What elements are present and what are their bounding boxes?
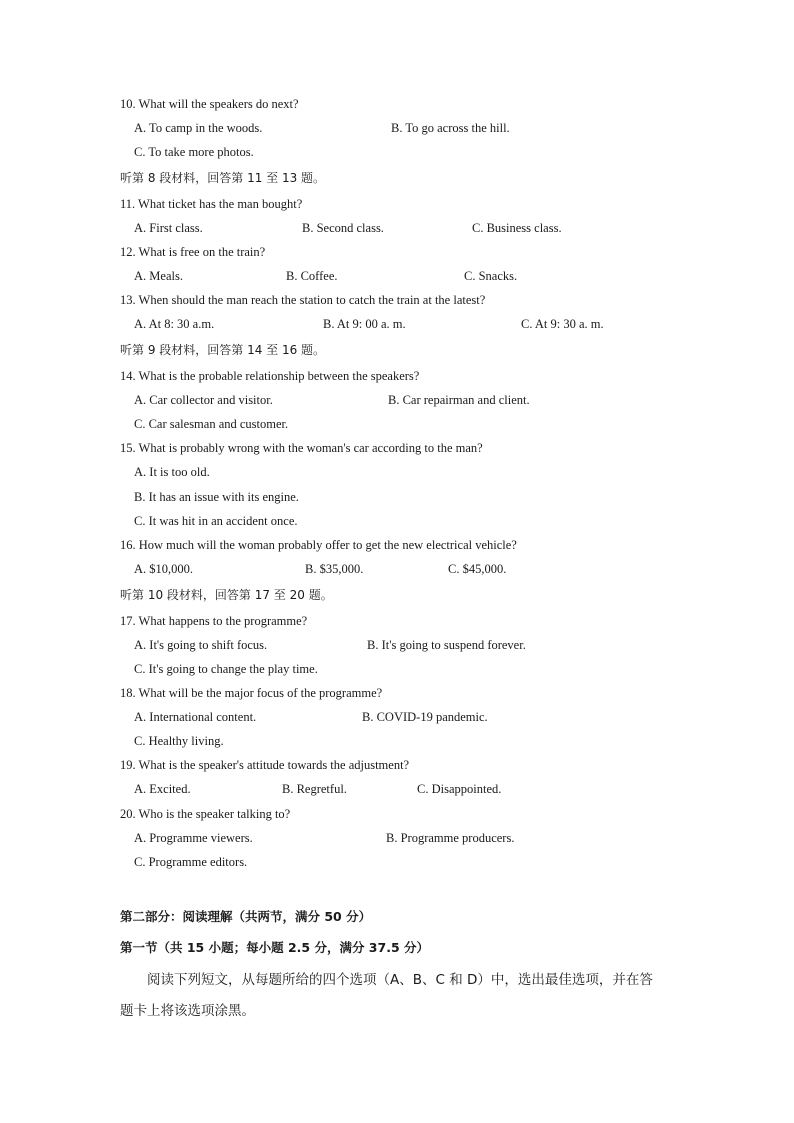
question-15-stem: 15. What is probably wrong with the woman's car according to the man? — [120, 441, 483, 455]
question-10-option-c: C. To take more photos. — [134, 145, 254, 159]
question-10-stem: 10. What will the speakers do next? — [120, 97, 299, 111]
question-12-option-c: C. Snacks. — [464, 269, 518, 283]
question-13-option-a: A. At 8: 30 a.m. — [134, 317, 215, 331]
question-18-stem: 18. What will be the major focus of the programme? — [120, 686, 383, 700]
part-2-heading: 第二部分：阅读理解（共两节，满分 50 分） — [120, 909, 372, 924]
question-10-option-b: B. To go across the hill. — [391, 121, 510, 135]
question-20-option-b: B. Programme producers. — [386, 831, 515, 845]
question-15-option-a: A. It is too old. — [134, 465, 210, 479]
section-10-instruction: 听第 10 段材料，回答第 17 至 20 题。 — [120, 588, 333, 602]
question-12-stem: 12. What is free on the train? — [120, 245, 266, 259]
question-18-option-b: B. COVID-19 pandemic. — [362, 710, 488, 724]
question-20-stem: 20. Who is the speaker talking to? — [120, 807, 291, 821]
question-18-option-c: C. Healthy living. — [134, 734, 224, 748]
question-17-option-b: B. It's going to suspend forever. — [367, 638, 526, 652]
part-2-section-1-heading: 第一节（共 15 小题；每小题 2.5 分，满分 37.5 分） — [120, 940, 429, 955]
question-17-option-a: A. It's going to shift focus. — [134, 638, 268, 652]
question-16-stem: 16. How much will the woman probably offer to get the new electrical vehicle? — [120, 538, 517, 552]
question-14-option-b: B. Car repairman and client. — [388, 393, 530, 407]
question-12-option-b: B. Coffee. — [286, 269, 338, 283]
question-13-option-c: C. At 9: 30 a. m. — [521, 317, 604, 331]
question-12-option-a: A. Meals. — [134, 269, 183, 283]
question-11-stem: 11. What ticket has the man bought? — [120, 197, 303, 211]
section-8-instruction: 听第 8 段材料，回答第 11 至 13 题。 — [120, 171, 326, 185]
question-16-option-c: C. $45,000. — [448, 562, 507, 576]
question-18-option-a: A. International content. — [134, 710, 257, 724]
question-19-option-a: A. Excited. — [134, 782, 191, 796]
question-14-stem: 14. What is the probable relationship between the speakers? — [120, 369, 420, 383]
question-20-option-c: C. Programme editors. — [134, 855, 248, 869]
question-19-option-b: B. Regretful. — [282, 782, 347, 796]
reading-instruction-line-1: 阅读下列短文，从每题所给的四个选项（A、B、C 和 D）中，选出最佳选项，并在答 — [147, 972, 653, 988]
question-10-option-a: A. To camp in the woods. — [134, 121, 263, 135]
question-19-option-c: C. Disappointed. — [417, 782, 502, 796]
question-15-option-b: B. It has an issue with its engine. — [134, 490, 299, 504]
question-13-option-b: B. At 9: 00 a. m. — [323, 317, 406, 331]
question-11-option-c: C. Business class. — [472, 221, 562, 235]
section-9-instruction: 听第 9 段材料，回答第 14 至 16 题。 — [120, 343, 326, 357]
question-11-option-b: B. Second class. — [302, 221, 384, 235]
question-17-option-c: C. It's going to change the play time. — [134, 662, 318, 676]
question-20-option-a: A. Programme viewers. — [134, 831, 253, 845]
question-19-stem: 19. What is the speaker's attitude towards the adjustment? — [120, 758, 410, 772]
question-14-option-c: C. Car salesman and customer. — [134, 417, 289, 431]
question-16-option-b: B. $35,000. — [305, 562, 364, 576]
question-13-stem: 13. When should the man reach the station to catch the train at the latest? — [120, 293, 486, 307]
question-11-option-a: A. First class. — [134, 221, 203, 235]
reading-instruction-line-2: 题卡上将该选项涂黑。 — [120, 1003, 255, 1019]
question-15-option-c: C. It was hit in an accident once. — [134, 514, 298, 528]
question-17-stem: 17. What happens to the programme? — [120, 614, 308, 628]
question-14-option-a: A. Car collector and visitor. — [134, 393, 273, 407]
question-16-option-a: A. $10,000. — [134, 562, 194, 576]
